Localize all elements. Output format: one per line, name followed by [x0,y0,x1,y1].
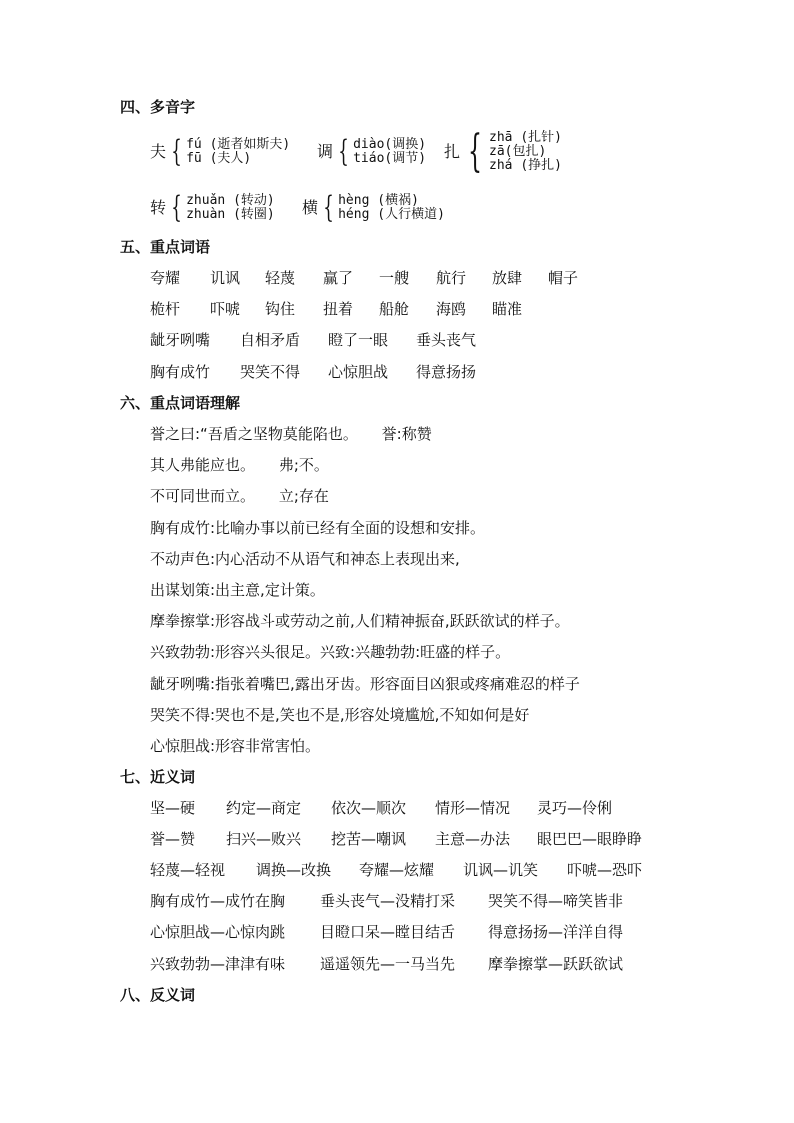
synonym-pair: 兴致勃勃—津津有味 [150,955,286,973]
word: 哭笑不得 [240,363,301,381]
word: 帽子 [548,269,579,287]
synonym-pair: 情形—情况 [435,799,511,817]
synonym-row [150,891,623,911]
poly-char: 夫 [150,141,167,161]
word-row [150,299,522,319]
word: 海鸥 [436,300,467,318]
synonym-pair: 讥讽—讥笑 [463,861,539,879]
reading: diào(调换) [353,136,427,152]
reading: tiáo(调节) [353,150,427,166]
word: 桅杆 [150,300,181,318]
synonym-pair: 摩拳擦掌—跃跃欲试 [488,955,624,973]
reading: zhuàn (转圈) [186,206,275,222]
synonym-row [150,922,623,942]
synonym-pair: 目瞪口呆—瞠目结舌 [320,923,456,941]
definition-line: 誉之曰:“吾盾之坚物莫能陷也。 誉:称赞 [150,425,432,443]
section-8-heading: 八、反义词 [120,986,196,1004]
section-6-heading: 六、重点词语理解 [120,394,241,412]
word-row [150,362,476,382]
definition-line: 不可同世而立。 立;存在 [150,487,329,505]
synonym-pair: 得意扬扬—洋洋自得 [488,923,624,941]
word: 一艘 [379,269,410,287]
synonym-pair: 夸耀—炫耀 [359,861,435,879]
polyphonic-diao [317,134,426,169]
synonym-pair: 坚—硬 [150,799,196,817]
definition-line: 不动声色:内心活动不从语气和神态上表现出来, [150,550,460,568]
word-row [150,268,578,288]
synonym-row [150,954,623,974]
definition-line: 胸有成竹:比喻办事以前已经有全面的设想和安排。 [150,519,486,537]
brace-icon: { [171,190,182,225]
synonym-pair: 遥遥领先—一马当先 [320,955,456,973]
brace-icon: { [323,190,334,225]
brace-icon: { [338,134,349,169]
word: 自相矛盾 [240,331,301,349]
word: 心惊胆战 [328,363,389,381]
word: 夸耀 [150,269,181,287]
synonym-pair: 约定—商定 [226,799,302,817]
definition-line: 摩拳擦掌:形容战斗或劳动之前,人们精神振奋,跃跃欲试的样子。 [150,612,570,630]
poly-char: 调 [317,141,334,161]
section-4-heading: 四、多音字 [120,98,196,116]
definition-line: 心惊胆战:形容非常害怕。 [150,737,321,755]
word: 轻蔑 [265,269,296,287]
brace-icon: { [468,126,483,177]
word: 吓唬 [210,300,241,318]
word: 放肆 [492,269,523,287]
reading: hèng (横祸) [338,192,419,208]
synonym-row [150,860,642,880]
word: 船舱 [379,300,410,318]
synonym-pair: 调换—改换 [256,861,332,879]
synonym-pair: 胸有成竹—成竹在胸 [150,892,286,910]
synonym-pair: 吓唬—恐吓 [567,861,643,879]
poly-char: 横 [302,197,319,217]
poly-readings [186,138,290,166]
definition-line: 出谋划策:出主意,定计策。 [150,581,325,599]
synonym-pair: 眼巴巴—眼睁睁 [537,830,643,848]
reading: fū (夫人) [186,150,252,166]
word: 讥讽 [210,269,241,287]
poly-readings [186,194,275,222]
word: 赢了 [323,269,354,287]
synonym-row [150,829,642,849]
synonym-pair: 依次—顺次 [331,799,407,817]
word: 龇牙咧嘴 [150,331,211,349]
polyphonic-zha [444,126,562,177]
word: 得意扬扬 [416,363,477,381]
synonym-pair: 轻蔑—轻视 [150,861,226,879]
definition-line: 其人弗能应也。 弗;不。 [150,456,329,474]
word-row [150,330,476,350]
synonym-pair: 挖苦—嘲讽 [331,830,407,848]
reading: zhuǎn (转动) [186,192,275,208]
synonym-pair: 垂头丧气—没精打采 [320,892,456,910]
section-7-heading: 七、近义词 [120,768,196,786]
synonym-pair: 灵巧—伶俐 [537,799,613,817]
section-5-heading: 五、重点词语 [120,238,211,256]
poly-char: 扎 [444,141,461,161]
poly-readings [338,194,445,222]
polyphonic-fu [150,134,290,169]
polyphonic-zhuan [150,190,275,225]
synonym-row [150,798,612,818]
word: 垂头丧气 [416,331,477,349]
synonym-pair: 哭笑不得—啼笑皆非 [488,892,624,910]
word: 航行 [436,269,467,287]
reading: zhá (挣扎) [489,157,562,173]
reading: fú (逝者如斯夫) [186,136,291,152]
synonym-pair: 誉—赞 [150,830,196,848]
word: 瞄准 [492,300,523,318]
word: 瞪了一眼 [328,331,389,349]
brace-icon: { [171,134,182,169]
reading: zā(包扎) [489,143,547,159]
word: 胸有成竹 [150,363,211,381]
reading: héng (人行横道) [338,206,445,222]
definition-line: 兴致勃勃:形容兴头很足。兴致:兴趣勃勃:旺盛的样子。 [150,643,511,661]
word: 钩住 [265,300,296,318]
definition-line: 哭笑不得:哭也不是,笑也不是,形容处境尴尬,不知如何是好 [150,706,530,724]
poly-readings [353,138,426,166]
word: 扭着 [323,300,354,318]
synonym-pair: 扫兴—败兴 [226,830,302,848]
polyphonic-heng [302,190,445,225]
poly-readings [489,131,562,173]
definition-line: 龇牙咧嘴:指张着嘴巴,露出牙齿。形容面目凶狠或疼痛难忍的样子 [150,675,580,693]
poly-char: 转 [150,197,167,217]
synonym-pair: 心惊胆战—心惊肉跳 [150,923,286,941]
reading: zhā (扎针) [489,129,562,145]
synonym-pair: 主意—办法 [435,830,511,848]
